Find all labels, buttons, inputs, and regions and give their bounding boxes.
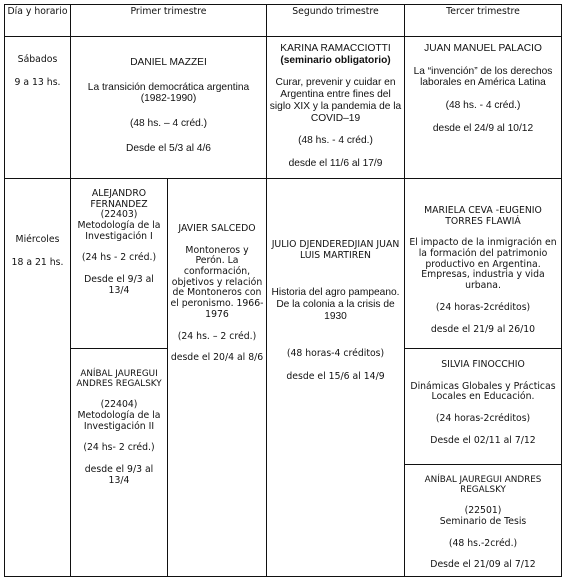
saturday-day-cell — [4, 36, 71, 179]
wednesday-first-trimester-course-b — [167, 178, 267, 577]
course-title: La transición democrática argentina (1982-1990) — [87, 81, 250, 105]
course-title: Seminario de Tesis — [439, 515, 527, 527]
course-dates: desde el 24/9 al 10/12 — [432, 122, 534, 134]
course-instructor: DANIEL MAZZEI — [130, 57, 207, 68]
wednesday-first-trimester-course-c — [70, 348, 168, 577]
course-title: Metodología de la Investigación II — [77, 409, 161, 432]
course-instructor: ALEJANDRO FERNANDEZ — [90, 188, 148, 210]
course-dates: desde el 9/3 al 13/4 — [84, 463, 154, 486]
wednesday-day-cell — [4, 178, 71, 577]
course-dates: Desde el 21/09 al 7/12 — [430, 559, 536, 571]
course-instructor: JULIO DJENDEREDJIAN JUAN LUIS MARTIREN — [271, 239, 400, 262]
course-hours: (24 horas-2créditos) — [435, 301, 531, 313]
course-hours: (24 horas-2créditos) — [435, 413, 531, 425]
course-code: (22404) — [100, 399, 138, 411]
header-first-trimester-text: Primer trimestre — [130, 6, 207, 17]
course-hours: (48 hs.-2créd.) — [448, 537, 518, 549]
course-instructor: JAVIER SALCEDO — [178, 223, 256, 234]
course-title: La “invención” de los derechos laborales en América Latina — [413, 65, 553, 89]
wednesday-third-trimester-course-a — [404, 178, 562, 349]
course-code: (22501) — [464, 505, 502, 517]
saturday-first-trimester-course — [70, 36, 267, 179]
saturday-second-trimester-course — [266, 36, 405, 179]
header-first-trimester — [70, 4, 267, 37]
wednesday-third-trimester-course-b — [404, 348, 562, 465]
saturday-third-trimester-course — [404, 36, 562, 179]
course-title: Historia del agro pampeano. De la colonia a la crisis de 1930 — [271, 287, 400, 322]
wednesday-day-label: Miércoles — [15, 234, 60, 245]
saturday-time-label: 9 a 13 hs. — [14, 76, 61, 88]
course-instructor: SILVIA FINOCCHIO — [441, 359, 525, 370]
course-hours: (24 hs - 2 créd.) — [81, 252, 157, 264]
course-hours: (48 horas-4 créditos) — [286, 348, 385, 360]
schedule-table — [4, 4, 562, 577]
course-code: (22403) — [100, 209, 138, 221]
course-dates: Desde el 5/3 al 4/6 — [126, 142, 211, 154]
course-title: Dinámicas Globales y Prácticas Locales en Educación. — [410, 380, 556, 403]
wednesday-third-trimester-course-c — [404, 464, 562, 577]
course-note: (seminario obligatorio) — [280, 54, 391, 66]
course-instructor: ANÍBAL JAUREGUI ANDRES REGALSKY — [76, 369, 162, 390]
course-title: El impacto de la inmigración en la formación del patrimonio productivo en Argentina. Empresas, industria y vida urbana. — [409, 237, 557, 292]
header-second-trimester-text: Segundo trimestre — [292, 6, 379, 17]
course-instructor: KARINA RAMACCIOTTI — [280, 43, 391, 54]
wednesday-time-label: 18 a 21 hs. — [11, 256, 64, 268]
course-title: Curar, prevenir y cuidar en Argentina entre fines del siglo XIX y la pandemia de la COVID–19 — [269, 77, 402, 124]
course-instructor: MARIELA CEVA -EUGENIO TORRES FLAWIÁ — [424, 205, 542, 227]
course-instructor: JUAN MANUEL PALACIO — [424, 43, 542, 54]
course-dates: desde el 15/6 al 14/9 — [286, 370, 385, 382]
course-dates: desde el 20/4 al 8/6 — [170, 352, 264, 364]
course-hours: (48 hs. - 4 créd.) — [298, 135, 373, 147]
course-title: Metodología de la Investigación I — [77, 220, 161, 242]
wednesday-first-trimester-course-a — [70, 178, 168, 349]
course-dates: Desde el 02/11 al 7/12 — [430, 434, 536, 446]
course-hours: (24 hs- 2 créd.) — [83, 442, 155, 454]
course-instructor: ANÍBAL JAUREGUI ANDRES REGALSKY — [424, 475, 542, 496]
wednesday-second-trimester-course — [266, 178, 405, 577]
course-hours: (48 hs. - 4 créd.) — [445, 100, 521, 112]
header-third-trimester — [404, 4, 562, 37]
course-dates: desde el 11/6 al 17/9 — [288, 158, 383, 170]
header-day-time-text: Día y horario — [7, 6, 68, 17]
header-day-time — [4, 4, 71, 37]
course-hours: (48 hs. – 4 créd.) — [129, 118, 207, 130]
course-title: Montoneros y Perón. La conformación, objetivos y relación de Montoneros con el peronismo. 1966-1976 — [170, 244, 264, 320]
course-dates: Desde el 9/3 al 13/4 — [84, 274, 154, 296]
header-second-trimester — [266, 4, 405, 37]
saturday-day-label: Sábados — [17, 54, 58, 65]
course-hours: (24 hs. – 2 créd.) — [177, 330, 257, 342]
course-dates: desde el 21/9 al 26/10 — [430, 323, 536, 335]
header-third-trimester-text: Tercer trimestre — [446, 6, 520, 17]
